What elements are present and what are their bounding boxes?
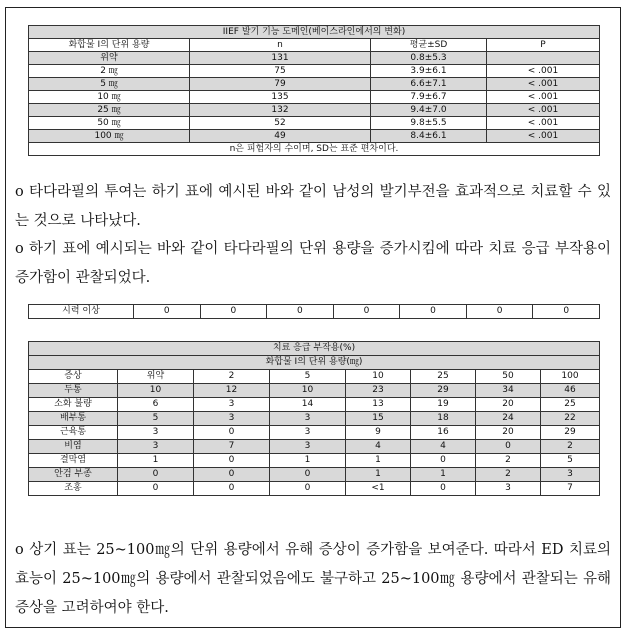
cell: 20 — [476, 398, 541, 412]
header-cell: 50 — [476, 370, 541, 384]
cell: 0 — [476, 440, 541, 454]
cell: 5 ㎎ — [29, 78, 190, 91]
cell: 1 — [346, 454, 411, 468]
paragraph-efficacy: o 타다라필의 투여는 하기 표에 예시된 바와 같이 남성의 발기부전을 효과적으로 치료할 수 있는 것으로 나타났다. — [15, 184, 611, 229]
table-row — [29, 398, 600, 412]
cell: 5 — [541, 454, 600, 468]
efficacy-header-n: n — [190, 39, 371, 52]
cell: < .001 — [487, 130, 600, 143]
cell: 132 — [190, 104, 371, 117]
paragraph-side-effects: o 하기 표에 예시되는 바와 같이 타다라필의 단위 용량을 증가시킴에 따라 치료 응급 부작용이 증가함이 관찰되었다. — [15, 241, 611, 286]
cell: 75 — [190, 65, 371, 78]
cell: 22 — [541, 412, 600, 426]
table-row — [29, 384, 600, 398]
efficacy-header-dose: 화합물 I의 단위 용량 — [29, 39, 190, 52]
header-cell: 10 — [346, 370, 411, 384]
cell: 0 — [333, 305, 400, 319]
table-row — [29, 440, 600, 454]
cell: 0 — [411, 482, 476, 496]
cell: 위약 — [29, 52, 190, 65]
cell: 0 — [194, 426, 270, 440]
cell: 6.6±7.1 — [371, 78, 487, 91]
adverse-table-subtitle: 화합물 I의 단위 용량(㎎) — [29, 356, 600, 370]
cell: 3 — [194, 398, 270, 412]
cell: 안검 부종 — [29, 468, 118, 482]
cell: 3 — [194, 412, 270, 426]
table-row — [29, 104, 600, 117]
table-row — [29, 130, 600, 143]
cell: 50 ㎎ — [29, 117, 190, 130]
cell: 결막염 — [29, 454, 118, 468]
table-row — [29, 412, 600, 426]
efficacy-header-p: P — [487, 39, 600, 52]
table-header-row — [29, 370, 600, 384]
cell: 1 — [411, 468, 476, 482]
efficacy-table-title: IIEF 발기 기능 도메인(베이스라인에서의 변화) — [29, 26, 600, 39]
cell: 0 — [200, 305, 267, 319]
efficacy-table-footnote: n은 피험자의 수이며, SD는 표준 편차이다. — [29, 143, 600, 156]
cell: 34 — [476, 384, 541, 398]
cell: 1 — [346, 468, 411, 482]
cell: 2 — [476, 454, 541, 468]
cell: 19 — [411, 398, 476, 412]
header-cell: 5 — [270, 370, 346, 384]
cell: 25 — [541, 398, 600, 412]
cell: 3 — [118, 440, 194, 454]
cell: 25 ㎎ — [29, 104, 190, 117]
cell: 3.9±6.1 — [371, 65, 487, 78]
cell: 0 — [194, 454, 270, 468]
cell: 7.9±6.7 — [371, 91, 487, 104]
cell: 29 — [411, 384, 476, 398]
cell: 3 — [476, 482, 541, 496]
cell: 1 — [118, 454, 194, 468]
cell: 0 — [411, 454, 476, 468]
cell: 46 — [541, 384, 600, 398]
cell: 3 — [541, 468, 600, 482]
cell: 근육통 — [29, 426, 118, 440]
cell: 시력 이상 — [29, 305, 134, 319]
cell: 비염 — [29, 440, 118, 454]
cell: 6 — [118, 398, 194, 412]
cell: 20 — [476, 426, 541, 440]
cell: 100 ㎎ — [29, 130, 190, 143]
cell — [487, 52, 600, 65]
table-row — [29, 482, 600, 496]
cell: 2 — [476, 468, 541, 482]
cell: 79 — [190, 78, 371, 91]
cell: 0 — [194, 468, 270, 482]
table-row — [29, 117, 600, 130]
cell: 0 — [267, 305, 334, 319]
cell: 5 — [118, 412, 194, 426]
cell: 10 — [270, 384, 346, 398]
header-cell: 증상 — [29, 370, 118, 384]
cell: 135 — [190, 91, 371, 104]
cell: 3 — [270, 412, 346, 426]
cell: < .001 — [487, 117, 600, 130]
cell: 2 — [541, 440, 600, 454]
cell: 131 — [190, 52, 371, 65]
cell: 배부통 — [29, 412, 118, 426]
table-row — [29, 426, 600, 440]
cell: 52 — [190, 117, 371, 130]
cell: 18 — [411, 412, 476, 426]
header-cell: 위약 — [118, 370, 194, 384]
cell: 15 — [346, 412, 411, 426]
cell: 0.8±5.3 — [371, 52, 487, 65]
cell: 두통 — [29, 384, 118, 398]
table-row — [29, 468, 600, 482]
cell: 49 — [190, 130, 371, 143]
cell: 7 — [541, 482, 600, 496]
table-row — [29, 305, 600, 319]
cell: 4 — [411, 440, 476, 454]
paragraph-conclusion: o 상기 표는 25~100㎎의 단위 용량에서 유해 증상이 증가함을 보여준다. 따라서 ED 치료의 효능이 25~100㎎의 용량에서 관찰되었음에도 불구하고 25~100㎎ 용량에서 관찰되는 유해 증상을 고려하여야 한다. — [15, 542, 611, 616]
cell: 0 — [194, 482, 270, 496]
cell: 0 — [118, 482, 194, 496]
cell: < .001 — [487, 78, 600, 91]
cell: 10 ㎎ — [29, 91, 190, 104]
table-row — [29, 52, 600, 65]
cell: < .001 — [487, 91, 600, 104]
cell: 0 — [400, 305, 467, 319]
cell: 1 — [270, 454, 346, 468]
cell: 2 ㎎ — [29, 65, 190, 78]
table-row — [29, 65, 600, 78]
adverse-table-title: 치료 응급 부작용(%) — [29, 342, 600, 356]
cell: 0 — [270, 468, 346, 482]
cell: 4 — [346, 440, 411, 454]
cell: 조홍 — [29, 482, 118, 496]
table-row — [29, 454, 600, 468]
efficacy-table — [28, 25, 600, 156]
cell: <1 — [346, 482, 411, 496]
table-row — [29, 91, 600, 104]
cell: 16 — [411, 426, 476, 440]
cell: < .001 — [487, 104, 600, 117]
header-cell: 25 — [411, 370, 476, 384]
cell: 8.4±6.1 — [371, 130, 487, 143]
cell: 0 — [270, 482, 346, 496]
cell: 13 — [346, 398, 411, 412]
cell: 0 — [466, 305, 533, 319]
cell: 9.4±7.0 — [371, 104, 487, 117]
cell: 0 — [533, 305, 600, 319]
cell: 12 — [194, 384, 270, 398]
cell: 23 — [346, 384, 411, 398]
table-row — [29, 78, 600, 91]
cell: 29 — [541, 426, 600, 440]
cell: 9 — [346, 426, 411, 440]
cell: 3 — [270, 440, 346, 454]
cell: 소화 불량 — [29, 398, 118, 412]
cell: 10 — [118, 384, 194, 398]
cell: 7 — [194, 440, 270, 454]
cell: 24 — [476, 412, 541, 426]
cell: < .001 — [487, 65, 600, 78]
cell: 0 — [118, 468, 194, 482]
adverse-events-table — [28, 341, 600, 496]
header-cell: 2 — [194, 370, 270, 384]
cell: 3 — [118, 426, 194, 440]
cell: 3 — [270, 426, 346, 440]
header-cell: 100 — [541, 370, 600, 384]
cell: 0 — [134, 305, 201, 319]
vision-abnormality-table — [28, 304, 600, 319]
cell: 14 — [270, 398, 346, 412]
efficacy-header-mean: 평균±SD — [371, 39, 487, 52]
cell: 9.8±5.5 — [371, 117, 487, 130]
